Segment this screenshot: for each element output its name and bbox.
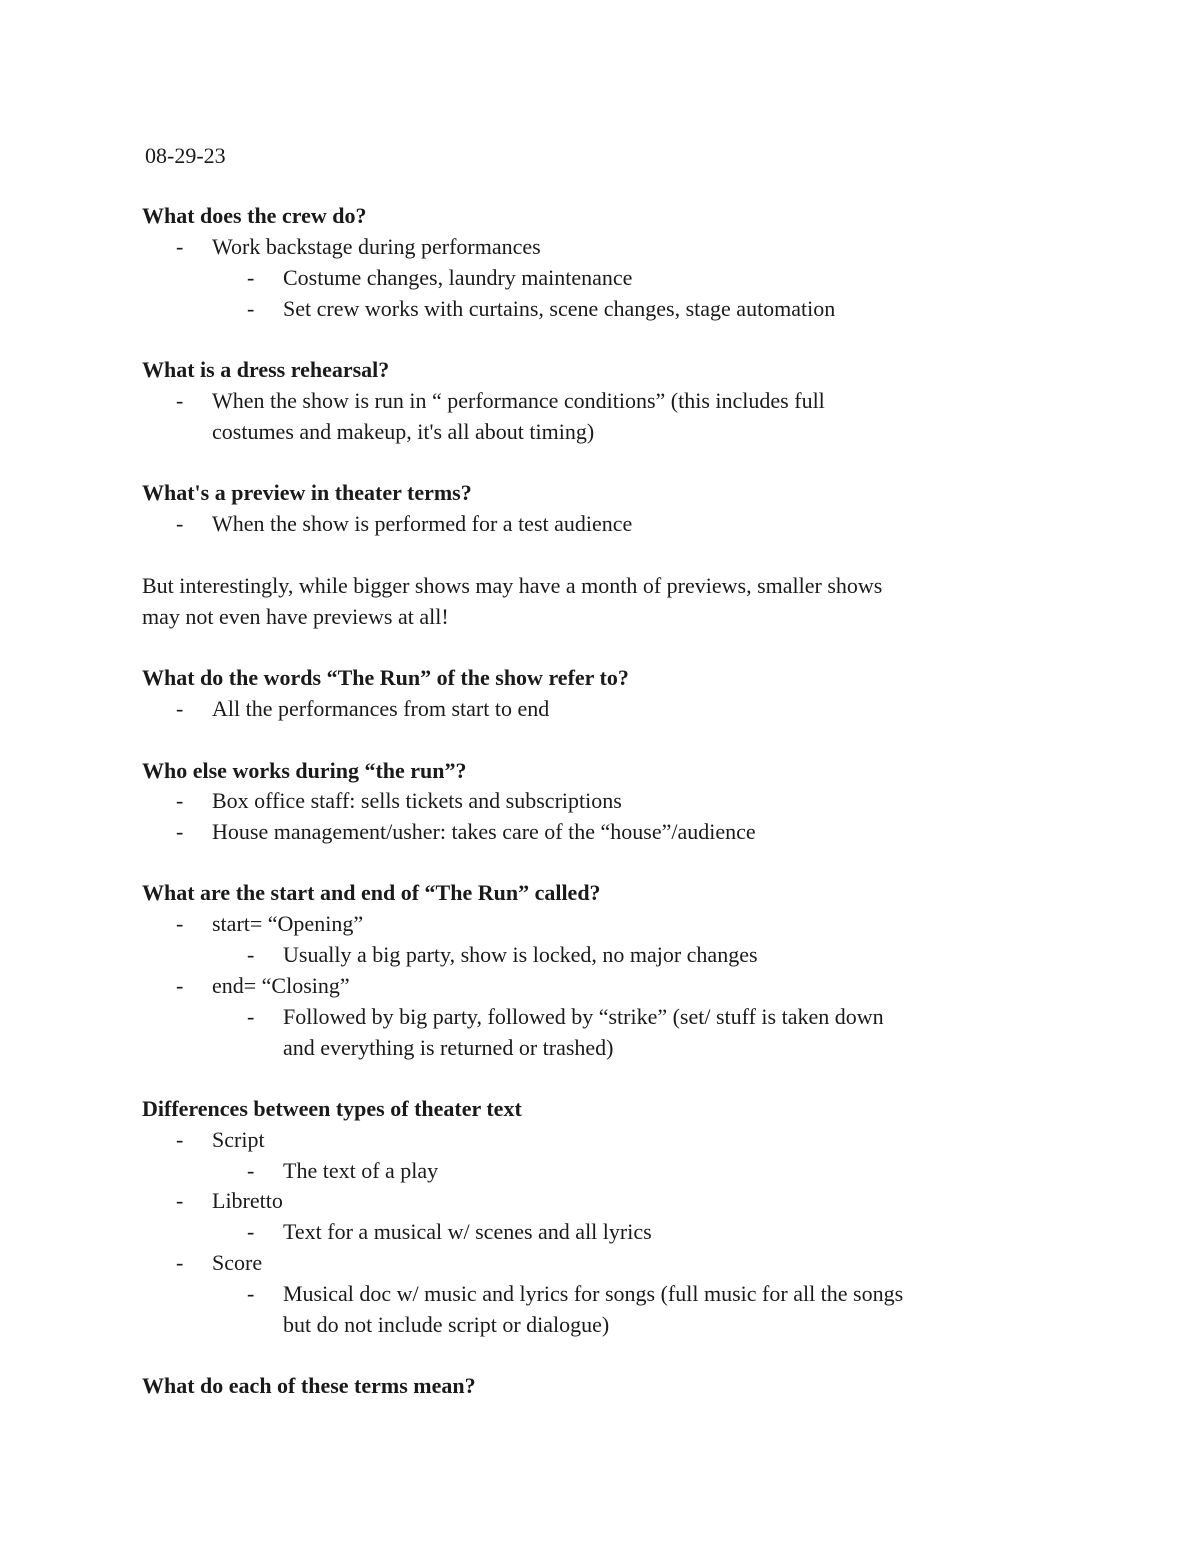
bullet-text: Set crew works with curtains, scene changes, stage automation xyxy=(283,296,836,321)
bullet-text: start= “Opening” xyxy=(212,911,364,936)
bullet-dash: - xyxy=(247,1281,255,1306)
bullet-dash: - xyxy=(247,296,255,321)
bullet-dash: - xyxy=(176,234,184,259)
bullet-dash: - xyxy=(176,1250,184,1275)
note-date: 08-29-23 xyxy=(145,143,226,168)
bullet-dash: - xyxy=(247,1219,255,1244)
section-heading-preview: What's a preview in theater terms? xyxy=(142,480,472,505)
bullet-text: Text for a musical w/ scenes and all lyrics xyxy=(283,1219,652,1244)
bullet-text: end= “Closing” xyxy=(212,973,350,998)
bullet-text: The text of a play xyxy=(283,1158,439,1183)
bullet-dash: - xyxy=(247,942,255,967)
bullet-dash: - xyxy=(247,1158,255,1183)
bullet-dash: - xyxy=(176,696,184,721)
bullet-dash: - xyxy=(176,1127,184,1152)
bullet-dash: - xyxy=(176,1188,184,1213)
section-heading-crew: What does the crew do? xyxy=(142,203,367,228)
bullet-text: Followed by big party, followed by “strike” (set/ stuff is taken down xyxy=(283,1004,884,1029)
paragraph-line: may not even have previews at all! xyxy=(142,604,449,629)
bullet-text: Costume changes, laundry maintenance xyxy=(283,265,633,290)
section-heading-who-else-works: Who else works during “the run”? xyxy=(142,758,467,783)
bullet-text: Script xyxy=(212,1127,265,1152)
bullet-text: costumes and makeup, it's all about timing) xyxy=(212,419,595,444)
bullet-dash: - xyxy=(247,265,255,290)
bullet-text: Box office staff: sells tickets and subscriptions xyxy=(212,788,622,813)
paragraph-line: But interestingly, while bigger shows may have a month of previews, smaller shows xyxy=(142,573,883,598)
section-heading-terms: What do each of these terms mean? xyxy=(142,1373,476,1398)
bullet-dash: - xyxy=(247,1004,255,1029)
bullet-text: When the show is run in “ performance conditions” (this includes full xyxy=(212,388,825,413)
section-heading-the-run: What do the words “The Run” of the show refer to? xyxy=(142,665,629,690)
bullet-text: but do not include script or dialogue) xyxy=(283,1312,610,1337)
bullet-dash: - xyxy=(176,911,184,936)
bullet-dash: - xyxy=(176,819,184,844)
bullet-text: Usually a big party, show is locked, no major changes xyxy=(283,942,758,967)
bullet-text: Libretto xyxy=(212,1188,283,1213)
bullet-text: Score xyxy=(212,1250,263,1275)
bullet-text: House management/usher: takes care of the “house”/audience xyxy=(212,819,756,844)
bullet-text: and everything is returned or trashed) xyxy=(283,1035,614,1060)
bullet-text: When the show is performed for a test audience xyxy=(212,511,633,536)
bullet-dash: - xyxy=(176,788,184,813)
section-heading-theater-text-types: Differences between types of theater text xyxy=(142,1096,522,1121)
bullet-text: All the performances from start to end xyxy=(212,696,550,721)
bullet-dash: - xyxy=(176,511,184,536)
bullet-dash: - xyxy=(176,388,184,413)
bullet-dash: - xyxy=(176,973,184,998)
bullet-text: Work backstage during performances xyxy=(212,234,541,259)
section-heading-start-end: What are the start and end of “The Run” called? xyxy=(142,880,601,905)
bullet-text: Musical doc w/ music and lyrics for songs (full music for all the songs xyxy=(283,1281,904,1306)
section-heading-dress-rehearsal: What is a dress rehearsal? xyxy=(142,357,390,382)
